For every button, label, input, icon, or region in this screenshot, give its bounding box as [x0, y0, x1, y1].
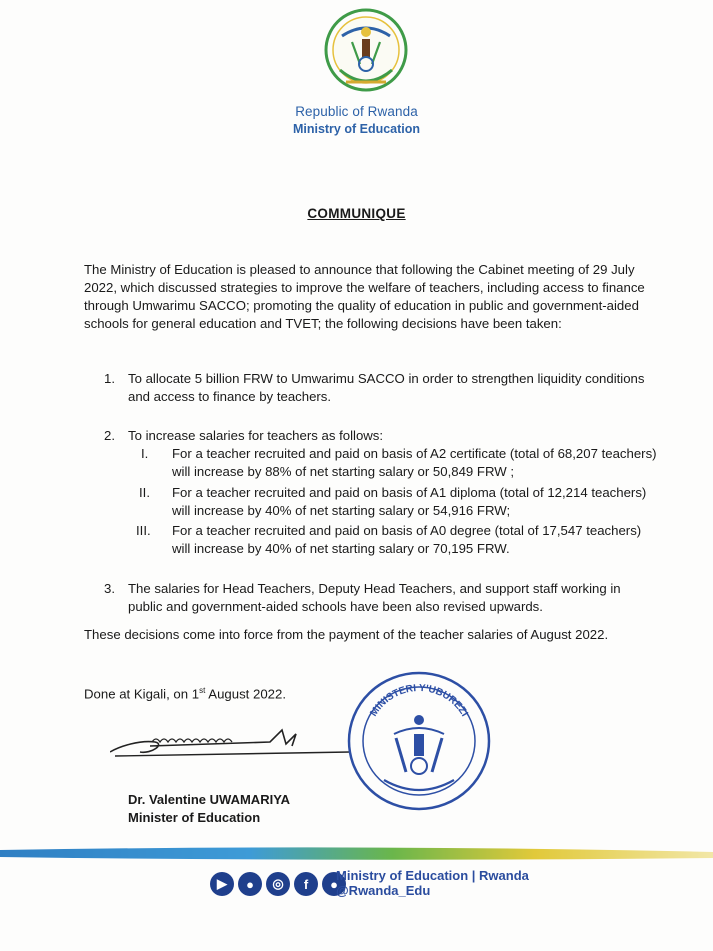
- list-item: To increase salaries for teachers as follows:: [128, 428, 384, 443]
- signer-name: Dr. Valentine UWAMARIYA: [128, 792, 291, 807]
- flag-color-band: [0, 842, 713, 864]
- item-number: 1.: [104, 371, 115, 386]
- done-suffix: August 2022.: [205, 686, 287, 702]
- list-item: To allocate 5 billion FRW to Umwarimu SACCO in order to strengthen liquidity conditions and access to finance by teachers.: [128, 371, 645, 404]
- youtube-icon[interactable]: ▶: [210, 872, 234, 896]
- footer-org: Ministry of Education | Rwanda: [336, 868, 529, 883]
- facebook-icon[interactable]: f: [294, 872, 318, 896]
- subitem: For a teacher recruited and paid on basis of A0 degree (total of 17,547 teachers) will increase by 40% of net starting salary or 70,195 FRW.: [172, 523, 642, 556]
- instagram-icon[interactable]: ◎: [266, 872, 290, 896]
- rwanda-coat-of-arms-icon: [322, 6, 410, 102]
- done-at-line: [84, 686, 286, 701]
- republic-of-rwanda-label: Republic of Rwanda: [295, 104, 418, 119]
- footer-handle[interactable]: @Rwanda_Edu: [336, 883, 431, 898]
- footer-text: [336, 868, 529, 898]
- closing-paragraph: These decisions come into force from the payment of the teacher salaries of August 2022.: [84, 627, 609, 642]
- subitem: For a teacher recruited and paid on basis of A2 certificate (total of 68,207 teachers) will increase by 88% of net starting salary or 50,849 FRW ;: [172, 446, 657, 479]
- intro-paragraph: The Ministry of Education is pleased to announce that following the Cabinet meeting of 29 July 2022, which discussed strategies to improve the welfare of teachers, including access to finance through Umwarimu SACCO; promoting the quality of education in public and government-aided schools for general education and TVET; the following decisions have been taken:: [84, 262, 645, 331]
- seal-text: MINISTERI Y'UBUREZI: [368, 682, 470, 719]
- twitter-icon[interactable]: ●: [322, 872, 346, 896]
- list-item: The salaries for Head Teachers, Deputy Head Teachers, and support staff working in public and government-aided schools have been also revised upwards.: [128, 581, 621, 614]
- flickr-icon[interactable]: ●: [238, 872, 262, 896]
- subitem-number: II.: [139, 485, 150, 500]
- done-sup: st: [199, 686, 206, 695]
- subitem-number: I.: [141, 446, 149, 461]
- item-number: 2.: [104, 428, 115, 443]
- svg-text:MINISTERI Y'UBUREZI: [368, 683, 470, 719]
- done-prefix: Done at Kigali, on 1: [84, 686, 200, 702]
- subitem: For a teacher recruited and paid on basis of A1 diploma (total of 12,214 teachers) will increase by 40% of net starting salary or 54,916 FRW;: [172, 485, 647, 518]
- signer-role: Minister of Education: [128, 810, 261, 825]
- subitem-number: III.: [136, 523, 151, 538]
- social-icons: [210, 872, 346, 896]
- signature-icon: [110, 722, 350, 762]
- official-seal-icon: [344, 668, 494, 814]
- signer-block: [128, 791, 290, 827]
- item-number: 3.: [104, 581, 115, 596]
- ministry-label: Ministry of Education: [292, 122, 421, 136]
- page-title: COMMUNIQUE: [307, 206, 406, 221]
